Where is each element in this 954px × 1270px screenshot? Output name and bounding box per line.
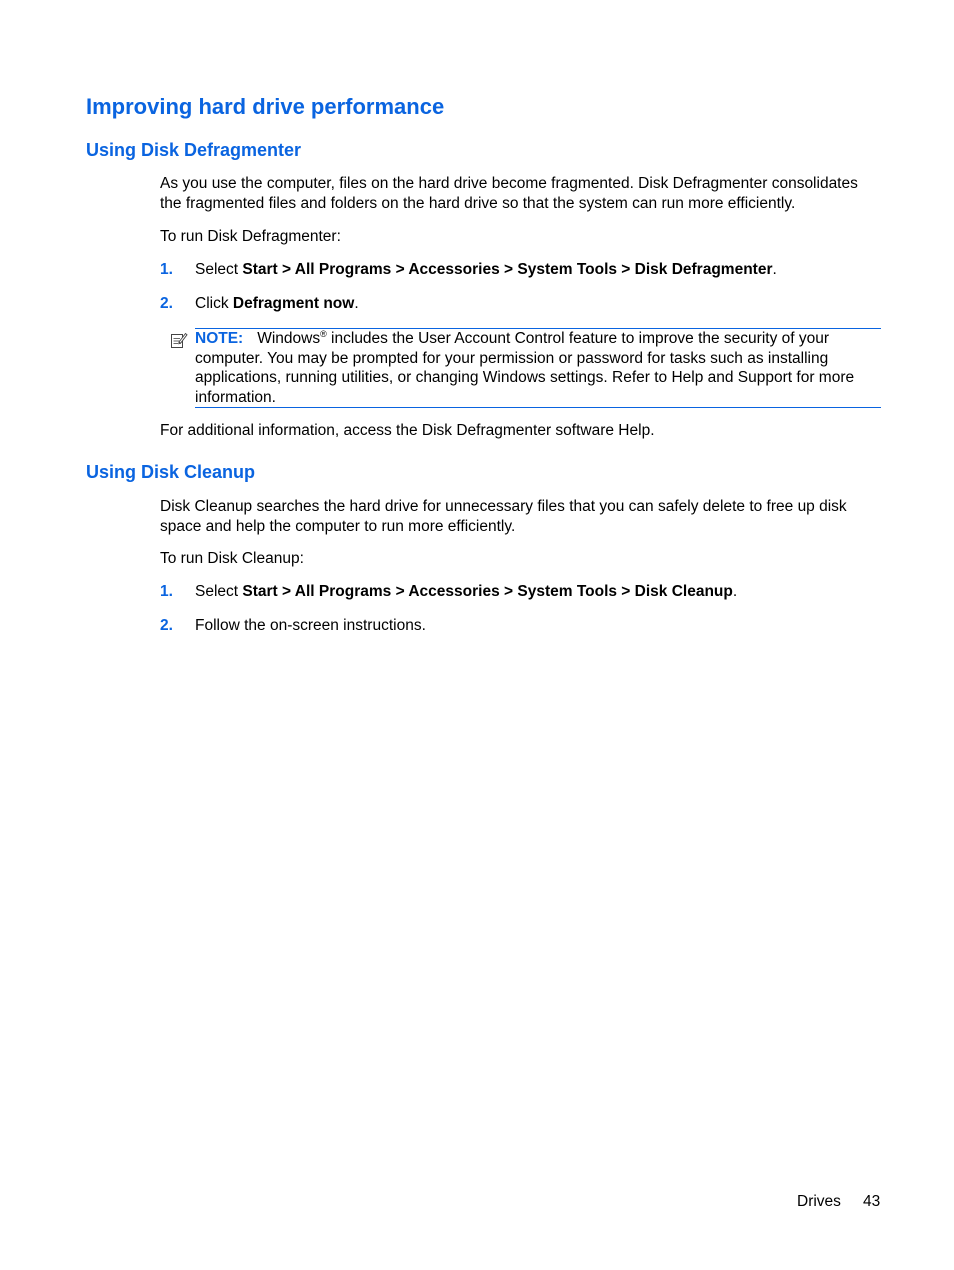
button-name: Defragment now: [232, 295, 355, 312]
note-brand: Windows: [257, 330, 321, 347]
list-item: [195, 583, 737, 601]
step-number: 2.: [160, 295, 173, 312]
note-pencil-icon: [170, 331, 188, 349]
note-label: NOTE:: [195, 330, 244, 347]
defragmenter-lead: To run Disk Defragmenter:: [160, 228, 341, 245]
step-suffix: .: [354, 295, 359, 312]
defragmenter-more-info: For additional information, access the Disk Defragmenter software Help.: [160, 422, 655, 439]
page-number: 43: [863, 1193, 881, 1210]
section-heading-cleanup: Using Disk Cleanup: [86, 462, 256, 482]
cleanup-intro: Disk Cleanup searches the hard drive for unnecessary files that you can safely delete to free up disk space and help the computer to run more efficiently.: [160, 498, 847, 535]
step-text: Select: [195, 261, 243, 278]
footer-section-name: Drives: [797, 1193, 841, 1210]
list-item: [195, 617, 426, 635]
cleanup-lead: To run Disk Cleanup:: [160, 550, 304, 567]
note-body: includes the User Account Control feature to improve the security of your computer. You may be prompted for your permission or password for tasks such as installing applications, running utilities, or changing Windows settings. Refer to Help and Support for more information.: [195, 330, 855, 406]
page-title: Improving hard drive performance: [86, 94, 445, 119]
note-bottom-rule: [195, 407, 881, 408]
list-item: [195, 295, 359, 313]
step-suffix: .: [772, 261, 777, 278]
step-text: Select: [195, 583, 243, 600]
step-suffix: .: [732, 583, 738, 600]
list-item: [195, 261, 777, 279]
step-number: 2.: [160, 617, 173, 634]
defragmenter-intro: As you use the computer, files on the hard drive become fragmented. Disk Defragmenter consolidates the fragmented files and folders on the hard drive so that the system can run more efficiently.: [160, 175, 858, 212]
step-text: Click: [195, 295, 233, 312]
note-text: [195, 329, 881, 407]
step-number: 1.: [160, 261, 173, 278]
registered-mark: ®: [320, 328, 327, 339]
menu-path: Start > All Programs > Accessories > System Tools > Disk Cleanup: [242, 583, 733, 600]
step-text: Follow the on-screen instructions.: [195, 617, 426, 634]
menu-path: Start > All Programs > Accessories > System Tools > Disk Defragmenter: [242, 261, 773, 278]
step-number: 1.: [160, 583, 173, 600]
section-heading-defragmenter: Using Disk Defragmenter: [86, 140, 302, 160]
